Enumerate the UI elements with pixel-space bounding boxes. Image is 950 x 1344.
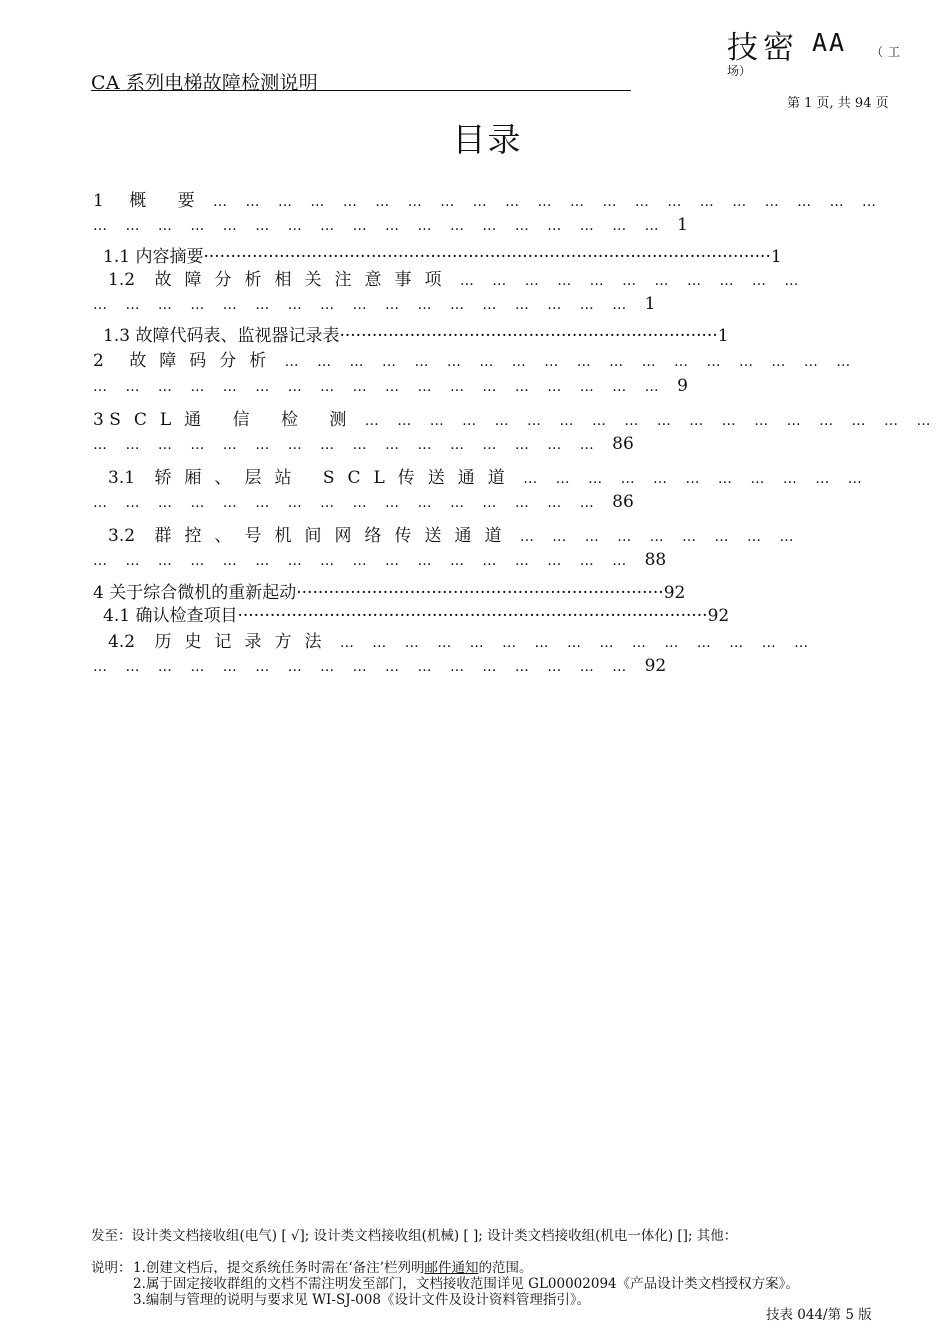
toc-entry-page: 1	[770, 247, 782, 267]
toc-entry-1-1[interactable]	[103, 242, 782, 267]
toc-entry-page: 92	[663, 583, 686, 603]
toc-entry-number: 4	[93, 583, 104, 603]
toc-leader: … … … … … … … … … … … … … … … … …	[93, 553, 634, 569]
toc-entry-page: 92	[707, 606, 730, 626]
secret-note-part1: （工	[871, 45, 906, 59]
secret-label: 技密	[727, 30, 799, 66]
toc-leader: … … … … … … … … … … … … … … … … … …	[93, 218, 666, 234]
toc-entry-title: 概 要	[129, 191, 208, 211]
toc-entry-page: 1	[677, 215, 688, 235]
toc-entry-number: 1.1	[103, 247, 131, 267]
toc-entry-number: 1.3	[103, 326, 131, 346]
toc-leader: ·········································································································	[203, 247, 771, 267]
toc-entry-1-3[interactable]	[103, 321, 729, 346]
toc-leader: … … … … … … … … … … …	[459, 273, 806, 289]
toc-entry-title: 故障分析相关注意事项	[154, 270, 455, 290]
toc-entry-number: 3.1	[108, 468, 136, 488]
toc-leader: … … … … … … … … … … … … … … …	[339, 635, 816, 651]
page-info: 第 1 页, 共 94 页	[787, 96, 889, 111]
toc-entry-number: 1	[93, 191, 104, 211]
toc-leader: ·······················································································	[237, 606, 708, 626]
toc-leader: ····································································	[296, 583, 664, 603]
toc-entry-number: 1.2	[108, 270, 136, 290]
toc-entry-number: 2	[93, 351, 104, 371]
toc-leader: … … … … … … … … … … … … … … … …	[93, 437, 601, 453]
toc-entry-title: SCL通 信 检 测	[109, 410, 360, 430]
toc-entry-page: 86	[612, 492, 634, 512]
toc-leader: ······································································	[339, 326, 718, 346]
distribution-line: 发至：设计类文档接收组(电气) [ √]; 设计类文档接收组(机械) [ ]; 设计类文档接收组(机电一体化) []; 其他：	[91, 1228, 738, 1244]
toc-entry-title: 历史记录方法	[154, 632, 335, 652]
toc-entry-4[interactable]	[93, 578, 685, 603]
toc-leader: … … … … … … … … … … … … … … … … …	[93, 297, 634, 313]
toc-entry-page: 1	[717, 326, 729, 346]
note-1-suffix: 的范围。	[478, 1260, 533, 1276]
toc-entry-number: 4.2	[108, 632, 136, 652]
toc-entry-number: 4.1	[103, 606, 131, 626]
toc-entry-number: 3	[93, 410, 104, 430]
form-code: 技表 044/第 5 版	[766, 1307, 872, 1323]
toc-entry-page: 88	[644, 550, 667, 570]
toc-leader: … … … … … … … … … … … … … … … … … …	[284, 354, 858, 370]
toc-heading: 目录	[452, 120, 523, 159]
toc-entry-4-1[interactable]	[103, 601, 729, 626]
mail-notify-link[interactable]: 邮件通知	[424, 1260, 479, 1276]
toc-entry-title: 故障码分析	[129, 351, 280, 371]
notes-label: 说明：	[91, 1260, 132, 1276]
note-3: 3.编制与管理的说明与要求见 WI-SJ-008《设计文件及设计资料管理指引》。	[133, 1292, 591, 1308]
toc-entry-page: 86	[612, 434, 634, 454]
secret-level: AA	[812, 28, 847, 57]
toc-entry-title: 故障代码表、监视器记录表	[135, 326, 340, 346]
toc-leader: … … … … … … … … … … … … … … … … … …	[364, 413, 938, 429]
toc-entry-title: 关于综合微机的重新起动	[109, 583, 297, 603]
toc-leader: … … … … … … … … …	[519, 529, 801, 545]
toc-entry-title: 群控、号机间网络传送通道	[154, 526, 515, 546]
toc-entry-page: 92	[644, 656, 667, 676]
toc-entry-number: 3.2	[108, 526, 136, 546]
toc-leader: … … … … … … … … … … … … … … … …	[93, 495, 601, 511]
toc-leader: … … … … … … … … … … … … … … … … …	[93, 659, 634, 675]
toc-entry-page: 9	[677, 376, 688, 396]
toc-entry-title: 轿厢、层站 SCL传送通道	[154, 468, 518, 488]
toc-leader: … … … … … … … … … … … … … … … … … …	[93, 379, 666, 395]
toc-entry-title: 确认检查项目	[135, 606, 238, 626]
toc-leader: … … … … … … … … … … … … … … … … … … … … …	[213, 194, 884, 210]
document-title: CA 系列电梯故障检测说明	[91, 72, 318, 94]
secret-note-part2: 场）	[727, 64, 752, 78]
toc-entry-page: 1	[644, 294, 656, 314]
toc-entry-title: 内容摘要	[135, 247, 204, 267]
title-underline	[91, 90, 631, 91]
note-1-prefix: 1.创建文档后，提交系统任务时需在‘备注’栏列明	[133, 1260, 425, 1276]
note-2: 2.属于固定接收群组的文档不需注明发至部门，文档接收范围详见 GL00002094《产品设计类文档授权方案》。	[133, 1276, 799, 1292]
toc-leader: … … … … … … … … … … …	[523, 471, 869, 487]
